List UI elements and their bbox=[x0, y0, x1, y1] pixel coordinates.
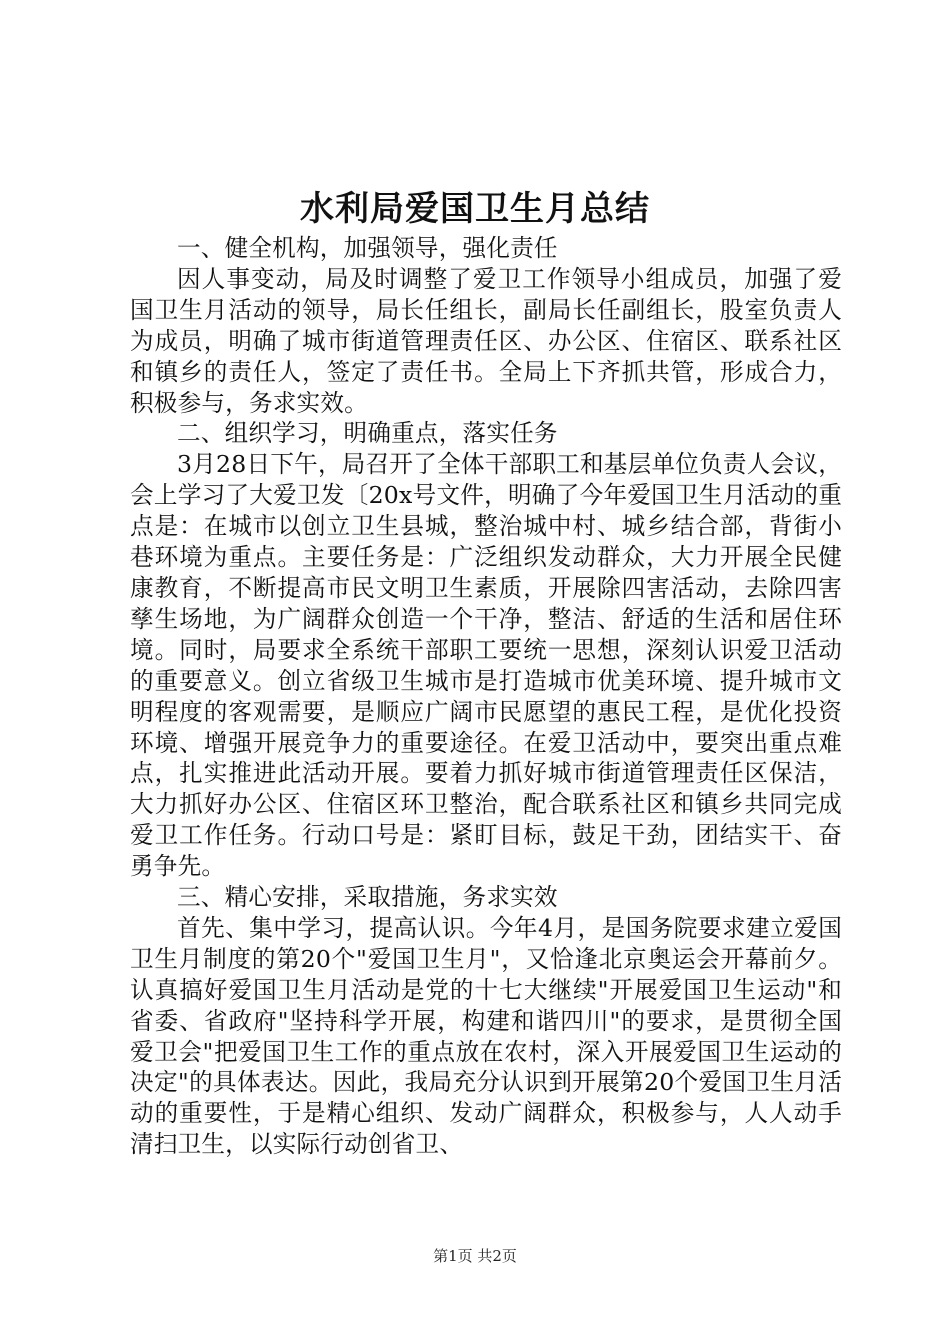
section-3-paragraph: 首先、集中学习，提高认识。今年4月，是国务院要求建立爱国卫生月制度的第20个"爱国卫生月"，又恰逢北京奥运会开幕前夕。认真搞好爱国卫生月活动是党的十七大继续"开展爱国卫生运动"和省委、省政府"坚持科学开展，构建和谐四川"的要求，是贯彻全国爱卫会"把爱国卫生工作的重点放在农村，深入开展爱国卫生运动的决定"的具体表达。因此，我局充分认识到开展第20个爱国卫生月活动的重要性，于是精心组织、发动广阔群众，积极参与，人人动手清扫卫生，以实际行动创省卫、 bbox=[130, 913, 842, 1159]
section-1-paragraph: 因人事变动，局及时调整了爱卫工作领导小组成员，加强了爱国卫生月活动的领导，局长任组长，副局长任副组长，股室负责人为成员，明确了城市街道管理责任区、办公区、住宿区、联系社区和镇乡的责任人，签定了责任书。全局上下齐抓共管，形成合力，积极参与，务求实效。 bbox=[130, 264, 842, 417]
section-2-paragraph: 3月28日下午，局召开了全体干部职工和基层单位负责人会议，会上学习了大爱卫发〔20x号文件，明确了今年爱国卫生月活动的重点是：在城市以创立卫生县城，整治城中村、城乡结合部，背街小巷环境为重点。主要任务是：广泛组织发动群众，大力开展全民健康教育，不断提高市民文明卫生素质，开展除四害活动，去除四害孳生场地，为广阔群众创造一个干净，整洁、舒适的生活和居住环境。同时，局要求全系统干部职工要统一思想，深刻认识爱卫活动的重要意义。创立省级卫生城市是打造城市优美环境、提升城市文明程度的客观需要，是顺应广阔市民愿望的惠民工程，是优化投资环境、增强开展竞争力的重要途径。在爱卫活动中，要突出重点难点，扎实推进此活动开展。要着力抓好城市街道管理责任区保洁，大力抓好办公区、住宿区环卫整治，配合联系社区和镇乡共同完成爱卫工作任务。行动口号是：紧盯目标，鼓足干劲，团结实干、奋勇争先。 bbox=[130, 450, 842, 881]
page-footer: 第1页 共2页 bbox=[433, 1247, 517, 1265]
section-1-heading: 一、健全机构，加强领导，强化责任 bbox=[177, 234, 558, 262]
section-3-heading: 三、精心安排，采取措施，务求实效 bbox=[177, 883, 558, 912]
document-title: 水利局爱国卫生月总结 bbox=[300, 189, 650, 229]
section-2-heading: 二、组织学习，明确重点，落实任务 bbox=[177, 419, 558, 448]
document-body bbox=[130, 233, 842, 1160]
